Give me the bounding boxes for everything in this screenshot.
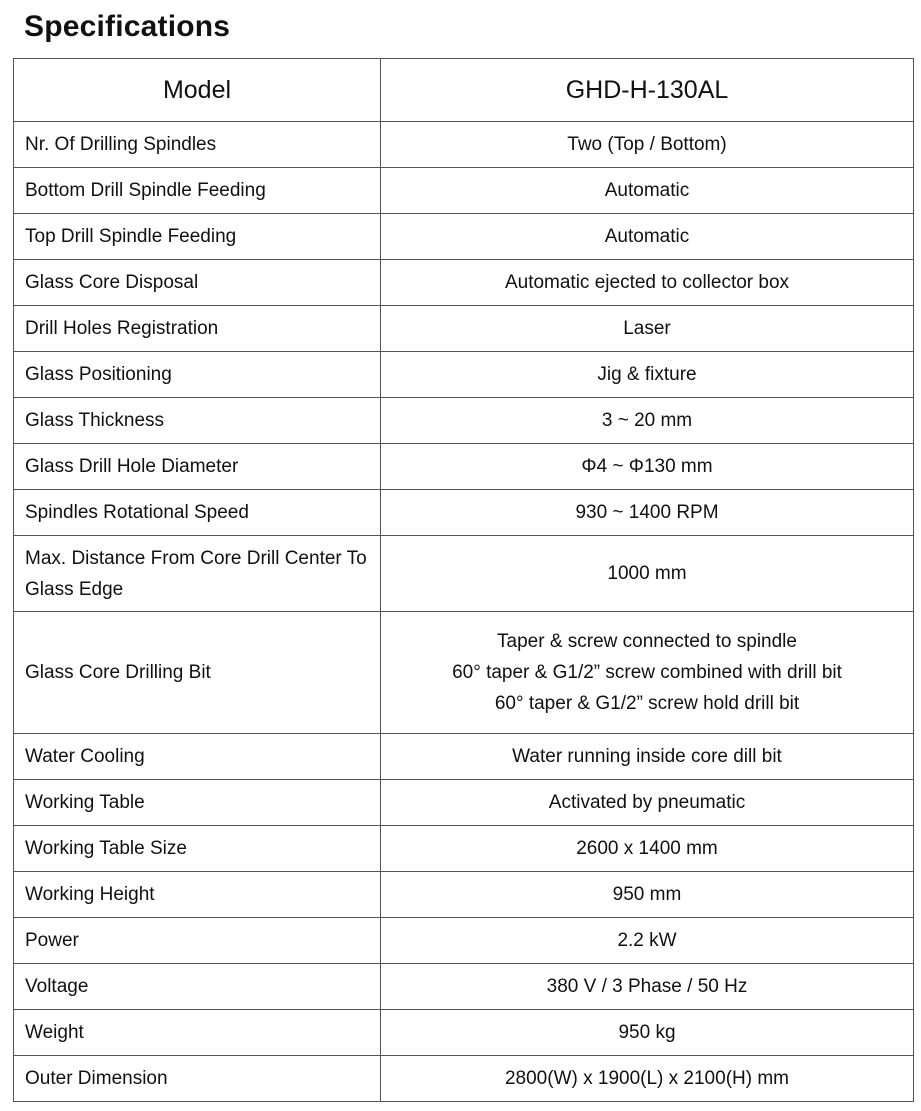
table-row [14,780,914,826]
spec-value [381,1056,914,1102]
spec-value-line: Automatic [604,180,690,201]
spec-value-line: Activated by pneumatic [548,792,746,813]
table-row [14,306,914,352]
spec-label: Bottom Drill Spindle Feeding [14,168,381,214]
spec-label: Glass Thickness [14,398,381,444]
header-model-value: GHD-H-130AL [381,59,914,122]
spec-value-line: Φ4 ~ Φ130 mm [581,456,713,477]
spec-value [381,1010,914,1056]
spec-value [381,612,914,734]
table-row [14,612,914,734]
table-body [14,122,914,1102]
table-row [14,260,914,306]
spec-value [381,734,914,780]
spec-value-line: 930 ~ 1400 RPM [575,502,719,523]
table-row [14,352,914,398]
spec-value-line: Water running inside core dill bit [512,746,782,767]
spec-value-line: 2600 x 1400 mm [576,838,718,859]
table-row [14,168,914,214]
spec-value-line: 950 kg [618,1022,676,1043]
spec-value-line: 2.2 kW [617,930,677,951]
spec-value-line: Taper & screw connected to spindle [497,631,797,652]
page-title: Specifications [24,10,231,43]
spec-value [381,398,914,444]
spec-value-line: Automatic ejected to collector box [504,272,790,293]
spec-value [381,536,914,612]
spec-value [381,780,914,826]
spec-value [381,352,914,398]
spec-value [381,918,914,964]
header-label: Model [14,59,381,122]
spec-value-line: 60° taper & G1/2” screw hold drill bit [494,693,800,714]
spec-label: Glass Positioning [14,352,381,398]
specifications-table [13,58,914,1102]
spec-value-line: 2800(W) x 1900(L) x 2100(H) mm [504,1068,790,1089]
spec-label: Voltage [14,964,381,1010]
spec-label: Nr. Of Drilling Spindles [14,122,381,168]
spec-label: Weight [14,1010,381,1056]
spec-label: Working Table Size [14,826,381,872]
spec-label: Spindles Rotational Speed [14,490,381,536]
spec-value [381,214,914,260]
spec-label: Glass Core Drilling Bit [14,612,381,734]
spec-value [381,444,914,490]
table-row [14,1056,914,1102]
spec-value-line: Jig & fixture [597,364,697,385]
table-row [14,1010,914,1056]
table-row [14,918,914,964]
spec-value-line: Laser [623,318,671,339]
table-row [14,214,914,260]
spec-label: Glass Core Disposal [14,260,381,306]
spec-label: Water Cooling [14,734,381,780]
spec-value-line: 950 mm [612,884,682,905]
spec-label: Working Height [14,872,381,918]
spec-value-line: 3 ~ 20 mm [601,410,693,431]
spec-label: Working Table [14,780,381,826]
table-row [14,490,914,536]
spec-value [381,490,914,536]
spec-value-line: 60° taper & G1/2” screw combined with drill bit [452,662,842,683]
spec-label: Power [14,918,381,964]
spec-label: Outer Dimension [14,1056,381,1102]
spec-value [381,306,914,352]
table-row [14,826,914,872]
spec-value-line: 380 V / 3 Phase / 50 Hz [546,976,748,997]
table-row [14,964,914,1010]
spec-value-line: Two (Top / Bottom) [567,134,727,155]
spec-value [381,122,914,168]
table-row [14,444,914,490]
spec-label: Top Drill Spindle Feeding [14,214,381,260]
table-header-row [14,59,914,122]
spec-label: Max. Distance From Core Drill Center To Glass Edge [14,536,381,612]
table-row [14,122,914,168]
spec-label: Glass Drill Hole Diameter [14,444,381,490]
spec-value [381,260,914,306]
spec-value [381,168,914,214]
table-row [14,398,914,444]
spec-label: Drill Holes Registration [14,306,381,352]
spec-value-line: 1000 mm [607,563,687,584]
table-row [14,872,914,918]
spec-value [381,964,914,1010]
spec-value [381,872,914,918]
table-row [14,734,914,780]
spec-value [381,826,914,872]
spec-value-line: Automatic [604,226,690,247]
table-row [14,536,914,612]
